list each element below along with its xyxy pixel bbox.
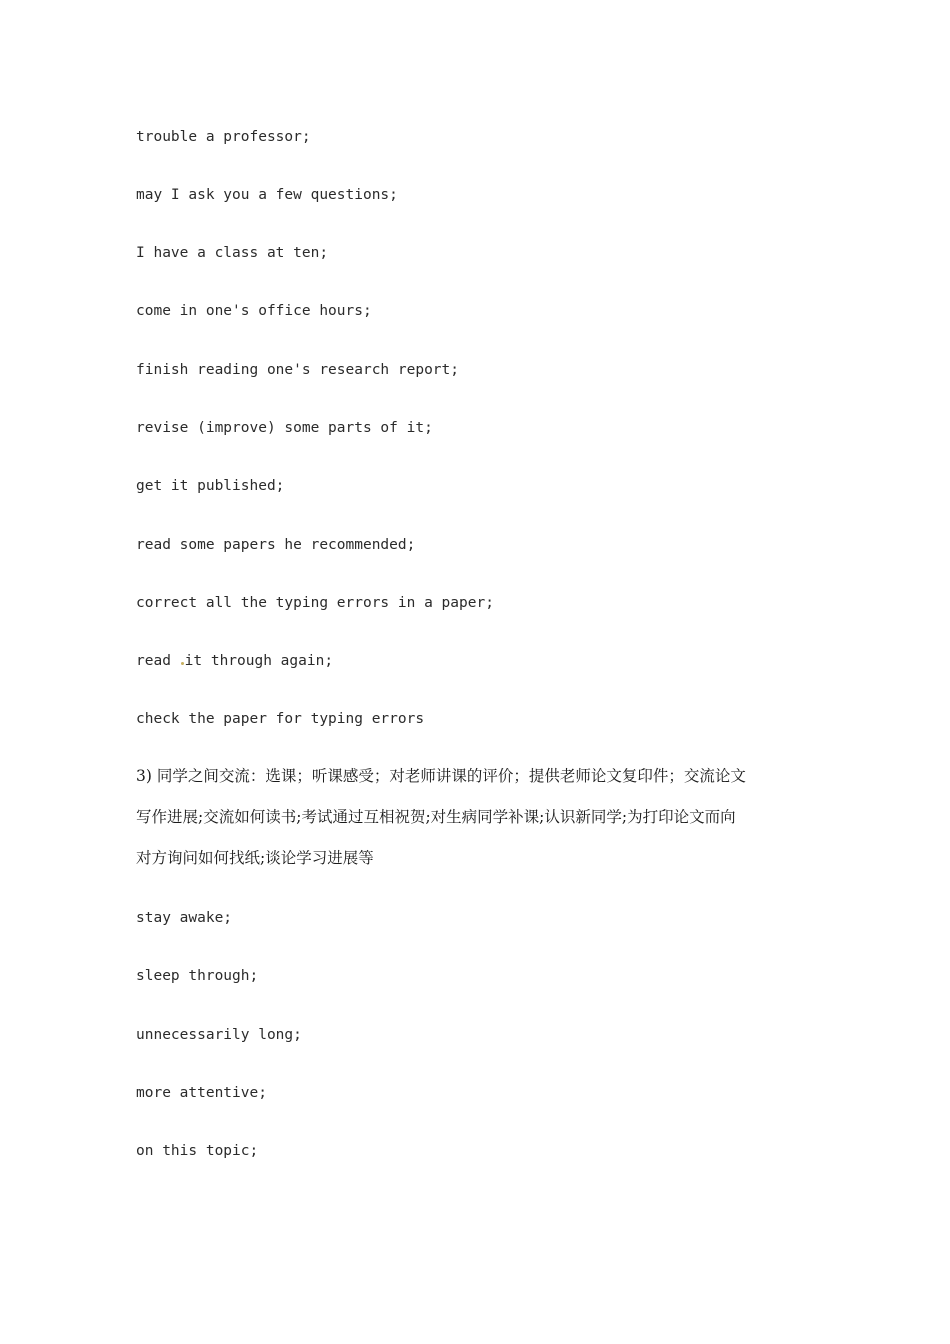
section-3-line-3: 对方询问如何找纸;谈论学习进展等: [136, 849, 374, 867]
section-3-line-2: 写作进展;交流如何读书;考试通过互相祝贺;对生病同学补课;认识新同学;为打印论文而向: [136, 808, 736, 826]
phrase-line-8: read some papers he recommended;: [136, 537, 416, 553]
phrase-b-line-3: unnecessarily long;: [136, 1027, 302, 1043]
phrase-line-10-start: read: [136, 653, 171, 669]
phrase-line-6: revise (improve) some parts of it;: [136, 420, 433, 436]
phrase-line-11: check the paper for typing errors: [136, 711, 425, 727]
phrase-line-4: come in one's office hours;: [136, 303, 372, 319]
phrase-line-7: get it published;: [136, 478, 285, 494]
phrase-line-10-end: it through again;: [184, 653, 334, 669]
section-3-line-1: 3) 同学之间交流：选课；听课感受；对老师讲课的评价；提供老师论文复印件；交流论文: [136, 767, 746, 785]
phrase-line-5: finish reading one's research report;: [136, 362, 460, 378]
stray-dot-mark: [181, 662, 184, 665]
phrase-line-2: may I ask you a few questions;: [136, 187, 398, 203]
phrase-b-line-2: sleep through;: [136, 968, 259, 984]
phrase-b-line-4: more attentive;: [136, 1085, 267, 1101]
phrase-line-1: trouble a professor;: [136, 129, 311, 145]
phrase-line-10: [136, 651, 333, 671]
phrase-b-line-1: stay awake;: [136, 910, 233, 926]
phrase-line-9: correct all the typing errors in a paper;: [136, 595, 494, 611]
phrase-line-3: I have a class at ten;: [136, 245, 329, 261]
phrase-b-line-5: on this topic;: [136, 1143, 259, 1159]
